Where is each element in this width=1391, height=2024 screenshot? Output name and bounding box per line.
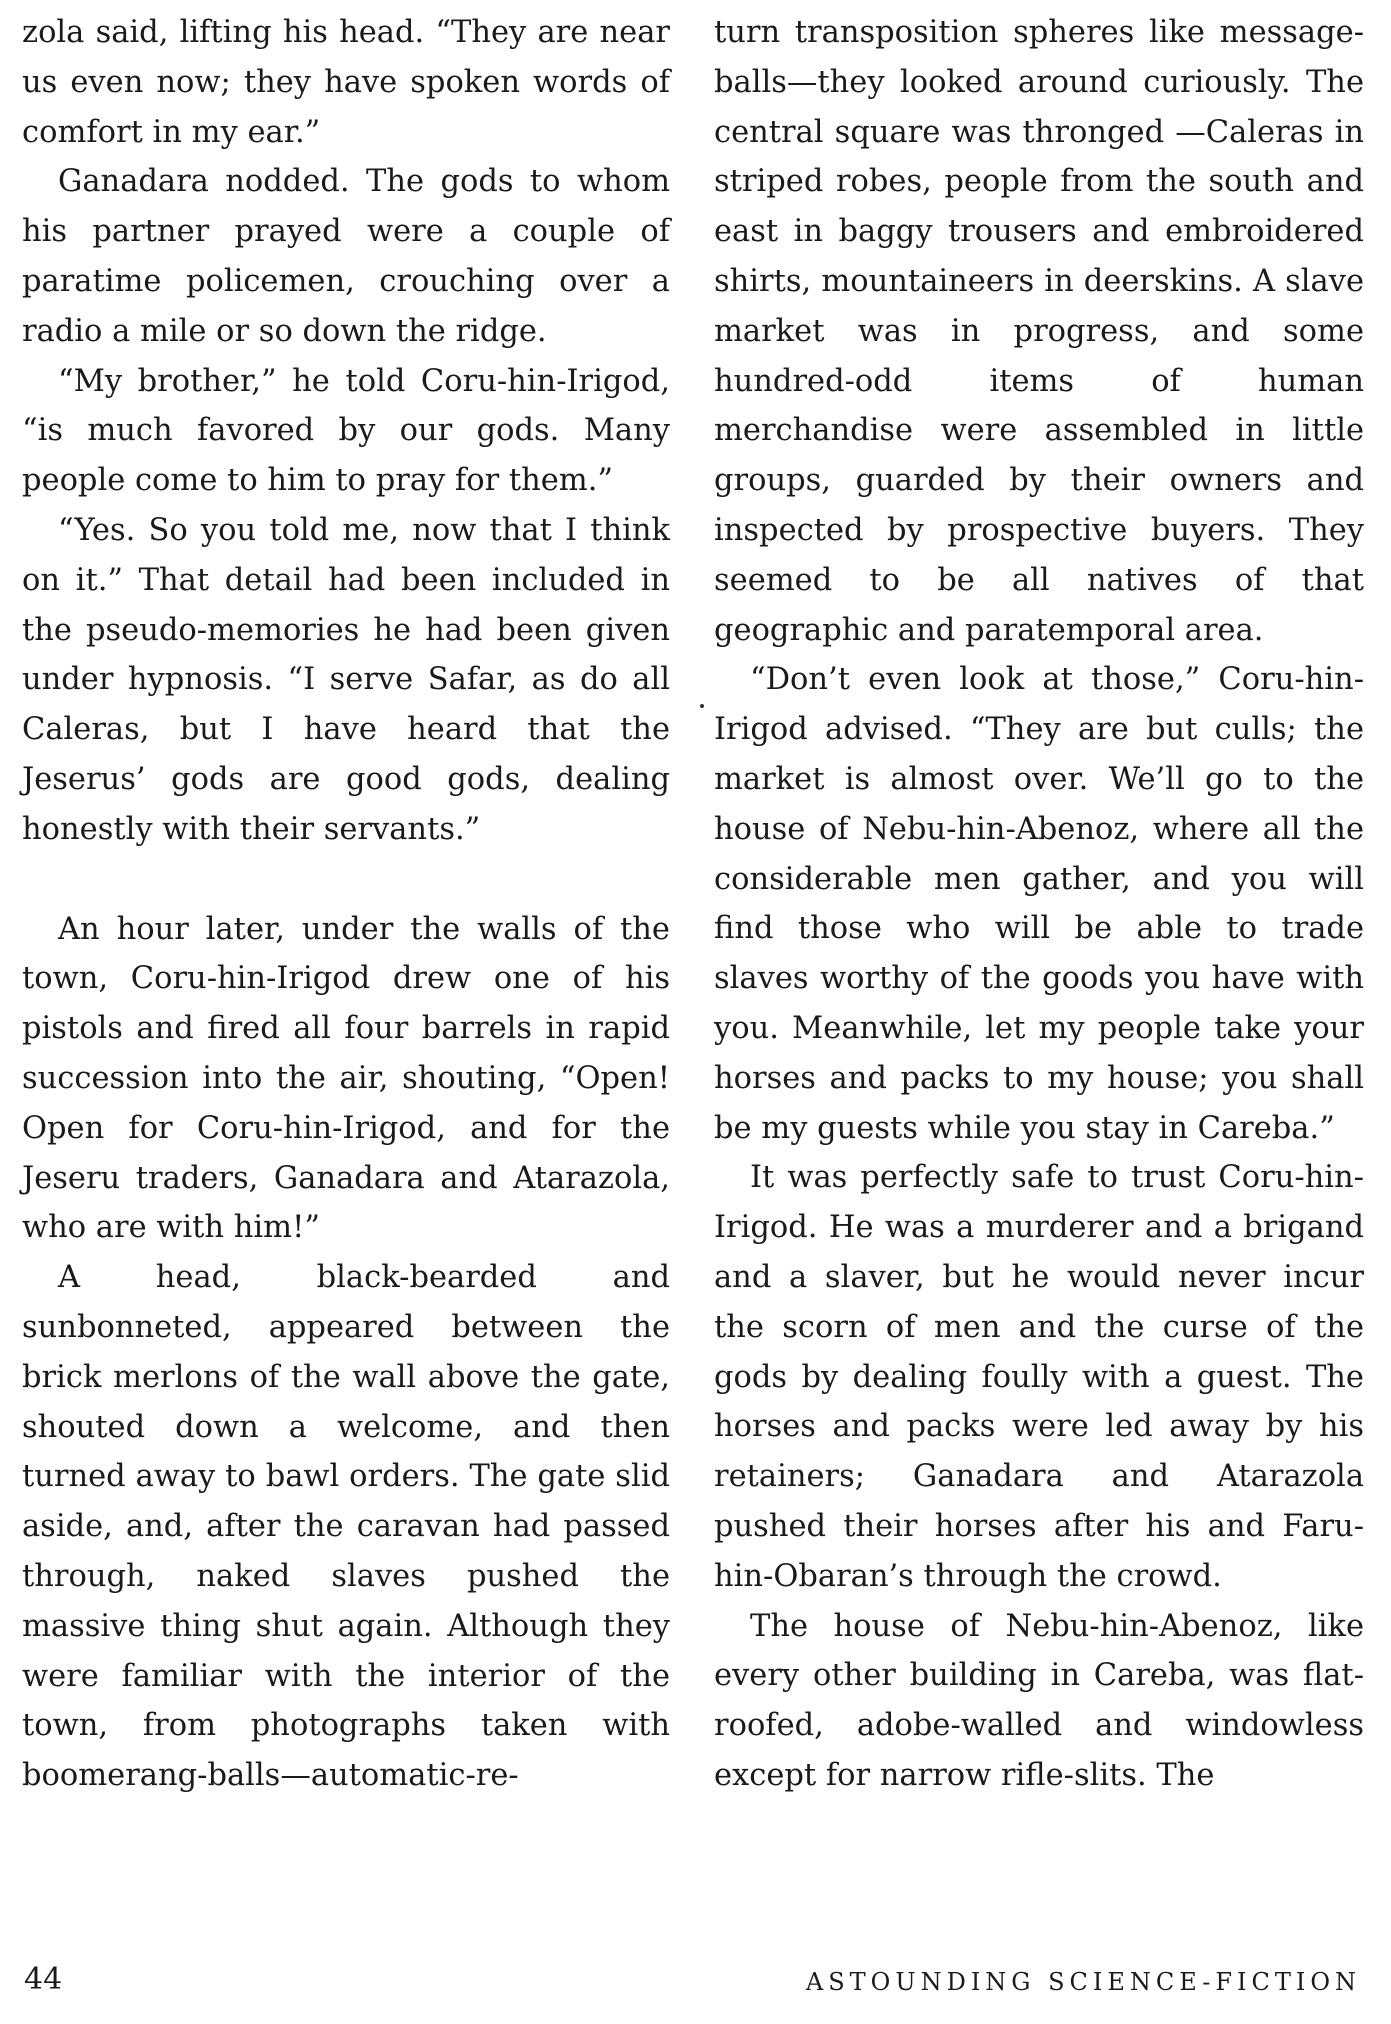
paragraph: turn transposition spheres like message-balls—they looked around curiously. The central square was thronged —Caleras in striped robes, people from the south and east in baggy trousers and embroidered shirts, mountaineers in deerskins. A slave market was in progress, and some hundred-odd items of human merchandise were assembled in little groups, guarded by their owners and inspected by prospective buyers. They seemed to be all natives of that geographic and paratemporal area. (714, 15, 1364, 648)
running-title: ASTOUNDING SCIENCE-FICTION (805, 1968, 1361, 1996)
print-speck (700, 704, 704, 708)
paragraph: “Yes. So you told me, now that I think on it.” That detail had been included in the pseudo-memories he had been given under hypnosis. “I serve Safar, as do all Caleras, but I have heard that the Jeserus’ gods are good gods, dealing honestly with their servants.” (22, 512, 670, 847)
page-number: 44 (24, 1962, 63, 1997)
right-column (714, 8, 1364, 1801)
paragraph: zola said, lifting his head. “They are near us even now; they have spoken words of comfort in my ear.” (22, 15, 670, 150)
paragraph: The house of Nebu-hin-Abenoz, like every other building in Careba, was flat-roofed, adobe-walled and windowless except for narrow rifle-slits. The (714, 1608, 1364, 1793)
paragraph: A head, black-bearded and sunbonneted, appeared between the brick merlons of the wall above the gate, shouted down a welcome, and then turned away to bawl orders. The gate slid aside, and, after the caravan had passed through, naked slaves pushed the massive thing shut again. Although they were familiar with the interior of the town, from photographs taken with boomerang-balls—automatic-re- (22, 1260, 670, 1794)
paragraph: An hour later, under the walls of the town, Coru-hin-Irigod drew one of his pistols and fired all four barrels in rapid succession into the air, shouting, “Open! Open for Coru-hin-Irigod, and for the Jeseru traders, Ganadara and Atarazola, who are with him!” (22, 911, 670, 1246)
paragraph: “My brother,” he told Coru-hin-Irigod, “is much favored by our gods. Many people come to him to pray for them.” (22, 363, 670, 499)
paragraph: It was perfectly safe to trust Coru-hin-Irigod. He was a murderer and a brigand and a slaver, but he would never incur the scorn of men and the curse of the gods by dealing foully with a guest. The horses and packs were led away by his retainers; Ganadara and Atarazola pushed their horses after his and Faru-hin-Obaran’s through the crowd. (714, 1160, 1364, 1594)
paragraph: “Don’t even look at those,” Coru-hin-Irigod advised. “They are but culls; the market is almost over. We’ll go to the house of Nebu-hin-Abenoz, where all the considerable men gather, and you will find those who will be able to trade slaves worthy of the goods you have with you. Meanwhile, let my people take your horses and packs to my house; you shall be my guests while you stay in Careba.” (714, 662, 1364, 1146)
left-column (22, 8, 670, 1801)
paragraph: Ganadara nodded. The gods to whom his partner prayed were a couple of paratime policemen, crouching over a radio a mile or so down the ridge. (22, 164, 670, 349)
